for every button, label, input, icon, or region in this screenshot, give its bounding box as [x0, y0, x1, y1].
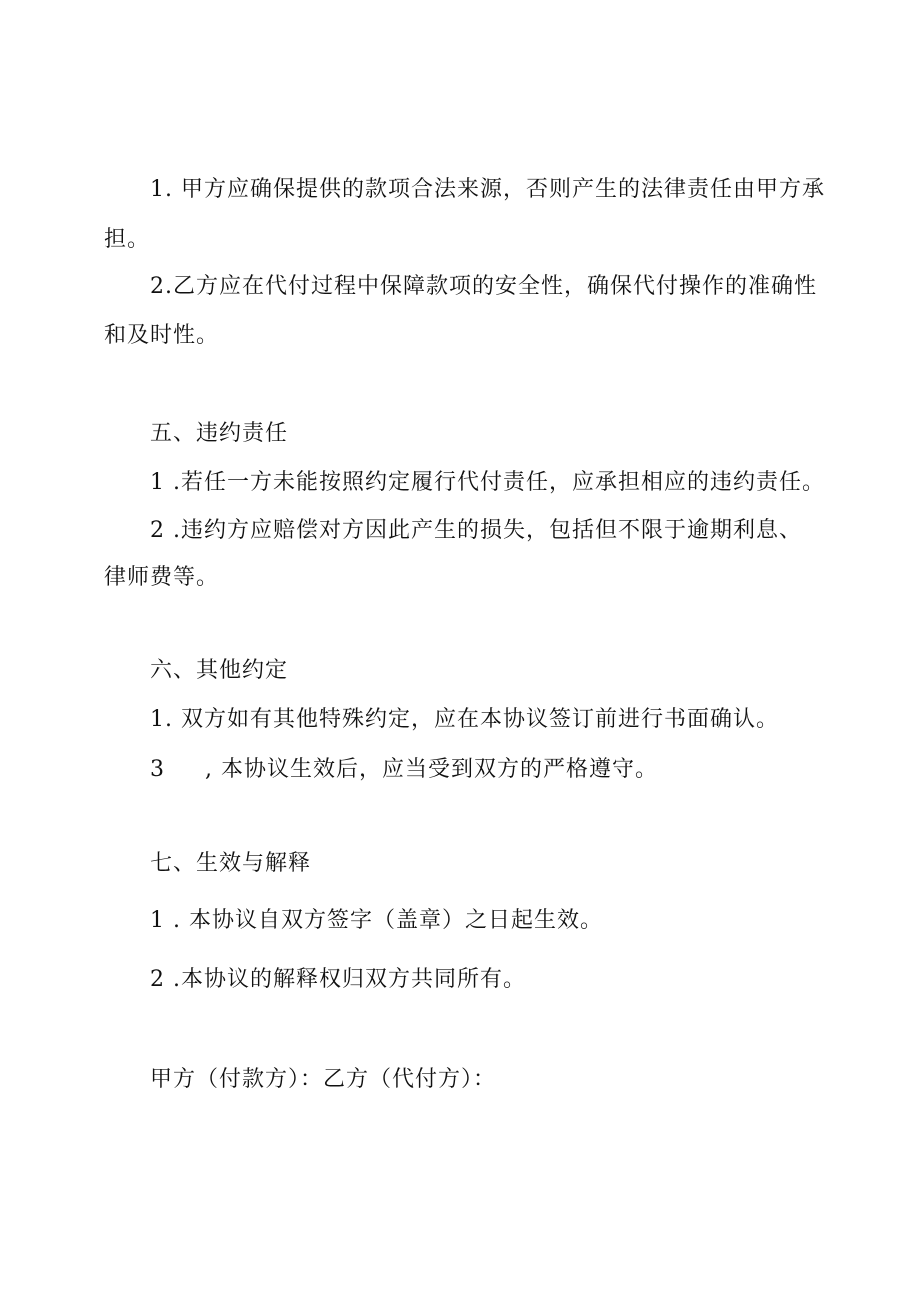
section-5-item-1: 1 .若任一方未能按照约定履行代付责任，应承担相应的违约责任。	[150, 470, 825, 495]
obligation-item-1-line-1: 1. 甲方应确保提供的款项合法来源，否则产生的法律责任由甲方承	[150, 177, 825, 202]
section-6-heading: 六、其他约定	[150, 658, 289, 683]
section-7-item-2: 2 .本协议的解释权归双方共同所有。	[150, 967, 526, 992]
obligation-item-2-line-2: 和及时性。	[104, 323, 220, 348]
section-6-item-1: 1. 双方如有其他特殊约定，应在本协议签订前进行书面确认。	[150, 707, 779, 732]
section-6-item-3-text: , 本协议生效后，应当受到双方的严格遵守。	[205, 757, 658, 782]
signature-line: 甲方（付款方）：乙方（代付方）：	[150, 1067, 497, 1092]
section-6-item-3	[150, 756, 658, 784]
section-5-item-2-line-1: 2 .违约方应赔偿对方因此产生的损失，包括但不限于逾期利息、	[150, 518, 802, 543]
section-7-item-1: 1 . 本协议自双方签字（盖章）之日起生效。	[150, 908, 603, 933]
obligation-item-1-line-2: 担。	[104, 227, 151, 252]
section-7-heading: 七、生效与解释	[150, 851, 312, 876]
section-5-item-2-line-2: 律师费等。	[104, 565, 220, 590]
obligation-item-2-line-1: 2.乙方应在代付过程中保障款项的安全性，确保代付操作的准确性	[150, 274, 817, 299]
section-5-heading: 五、违约责任	[150, 421, 289, 446]
section-6-item-3-number: 3	[150, 757, 165, 782]
